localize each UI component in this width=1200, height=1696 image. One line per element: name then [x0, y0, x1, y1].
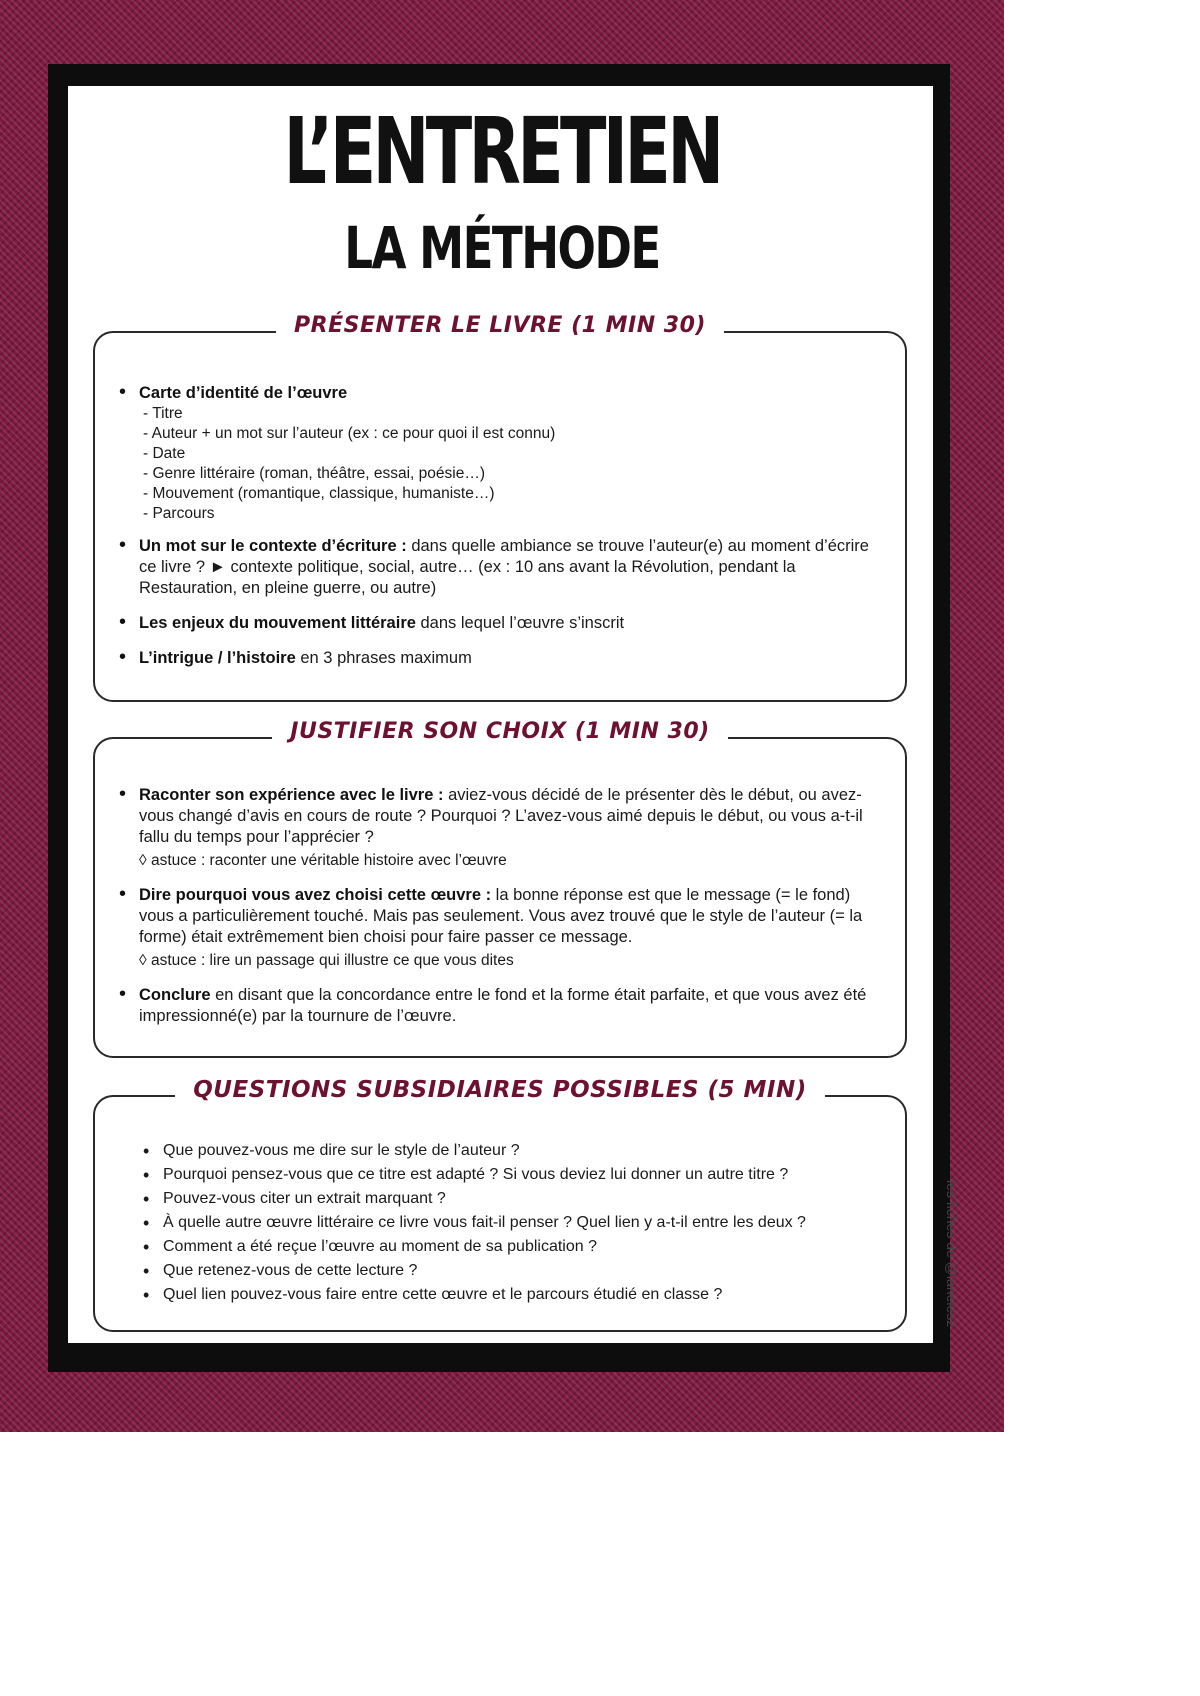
section-questions-subsidiaires: [93, 1077, 907, 1332]
item-lead: Un mot sur le contexte d’écriture :: [139, 537, 407, 555]
tip-text: ◊ astuce : lire un passage qui illustre ce que vous dites: [139, 952, 514, 969]
item-lead: L’intrigue / l’histoire: [139, 649, 296, 667]
item-text: en 3 phrases maximum: [295, 649, 472, 667]
item-lead: Conclure: [139, 986, 211, 1004]
question-item: • À quelle autre œuvre littéraire ce livre vous fait-il penser ? Quel lien y a-t-il entre les deux ?: [139, 1211, 879, 1235]
sub-item: - Titre: [143, 405, 183, 422]
sub-item: - Parcours: [143, 505, 215, 522]
item-text: en disant que la concordance entre le fond et la forme était parfaite, et que vous avez été impressionné(e) par la tournure de l’œuvre.: [139, 986, 867, 1025]
list-item: [117, 985, 885, 1027]
sub-item: - Date: [143, 445, 186, 462]
page-title: L’ENTRETIEN: [283, 98, 721, 205]
item-text: dans lequel l’œuvre s’inscrit: [415, 614, 625, 632]
tip-text: ◊ astuce : raconter une véritable histoire avec l’œuvre: [139, 852, 507, 869]
list-item: [117, 785, 885, 871]
question-item: • Que pouvez-vous me dire sur le style de l’auteur ?: [139, 1139, 879, 1163]
sub-list: [139, 404, 885, 524]
sub-item: - Auteur + un mot sur l’auteur (ex : ce pour quoi il est connu): [143, 425, 556, 442]
question-item: • Quel lien pouvez-vous faire entre cette œuvre et le parcours étudié en classe ?: [139, 1283, 879, 1307]
item-text: dans quelle ambiance se trouve l’auteur(e) au moment d’écrire ce livre ? ► contexte politique, social, autre… (ex : 10 ans avant la Révolution, pendant la Restauration, en pleine guerre, ou autre): [139, 537, 869, 597]
section-justifier-son-choix: [93, 719, 907, 1058]
section-title: PRÉSENTER LE LIVRE (1 MIN 30): [276, 313, 724, 338]
page-subtitle: LA MÉTHODE: [344, 214, 660, 282]
item-lead: Raconter son expérience avec le livre :: [139, 786, 444, 804]
section-presenter-le-livre: [93, 313, 907, 702]
question-item: • Pourquoi pensez-vous que ce titre est adapté ? Si vous deviez lui donner un autre titre ?: [139, 1163, 879, 1187]
vertical-credit: les fiches de @lanelesz: [944, 1180, 960, 1328]
list-item: [117, 536, 885, 599]
list-item: [117, 613, 885, 634]
question-item: • Pouvez-vous citer un extrait marquant ?: [139, 1187, 879, 1211]
section-title: QUESTIONS SUBSIDIAIRES POSSIBLES (5 MIN): [175, 1077, 825, 1103]
item-text: la bonne réponse est que le message (= le fond) vous a particulièrement touché. Mais pas seulement. Vous avez trouvé que le style de l’auteur (= la forme) était extrêmement bien choisi pour faire passer ce message.: [139, 886, 863, 946]
item-lead: Dire pourquoi vous avez choisi cette œuvre :: [139, 886, 492, 904]
list-item: [117, 648, 885, 669]
section-title: JUSTIFIER SON CHOIX (1 MIN 30): [272, 719, 727, 744]
question-item: • Que retenez-vous de cette lecture ?: [139, 1259, 879, 1283]
item-text: aviez-vous décidé de le présenter dès le début, ou avez-vous changé d’avis en cours de route ? Pourquoi ? L’avez-vous aimé depuis le début, ou vous a-t-il fallu du temps pour l’apprécier ?: [139, 786, 863, 846]
question-item: • Comment a été reçue l’œuvre au moment de sa publication ?: [139, 1235, 879, 1259]
sub-item: - Genre littéraire (roman, théâtre, essai, poésie…): [143, 465, 485, 482]
list-item: [117, 885, 885, 971]
list-item: [117, 383, 885, 524]
item-lead: Carte d’identité de l’œuvre: [139, 384, 348, 402]
sub-item: - Mouvement (romantique, classique, humaniste…): [143, 485, 495, 502]
item-lead: Les enjeux du mouvement littéraire: [139, 614, 416, 632]
